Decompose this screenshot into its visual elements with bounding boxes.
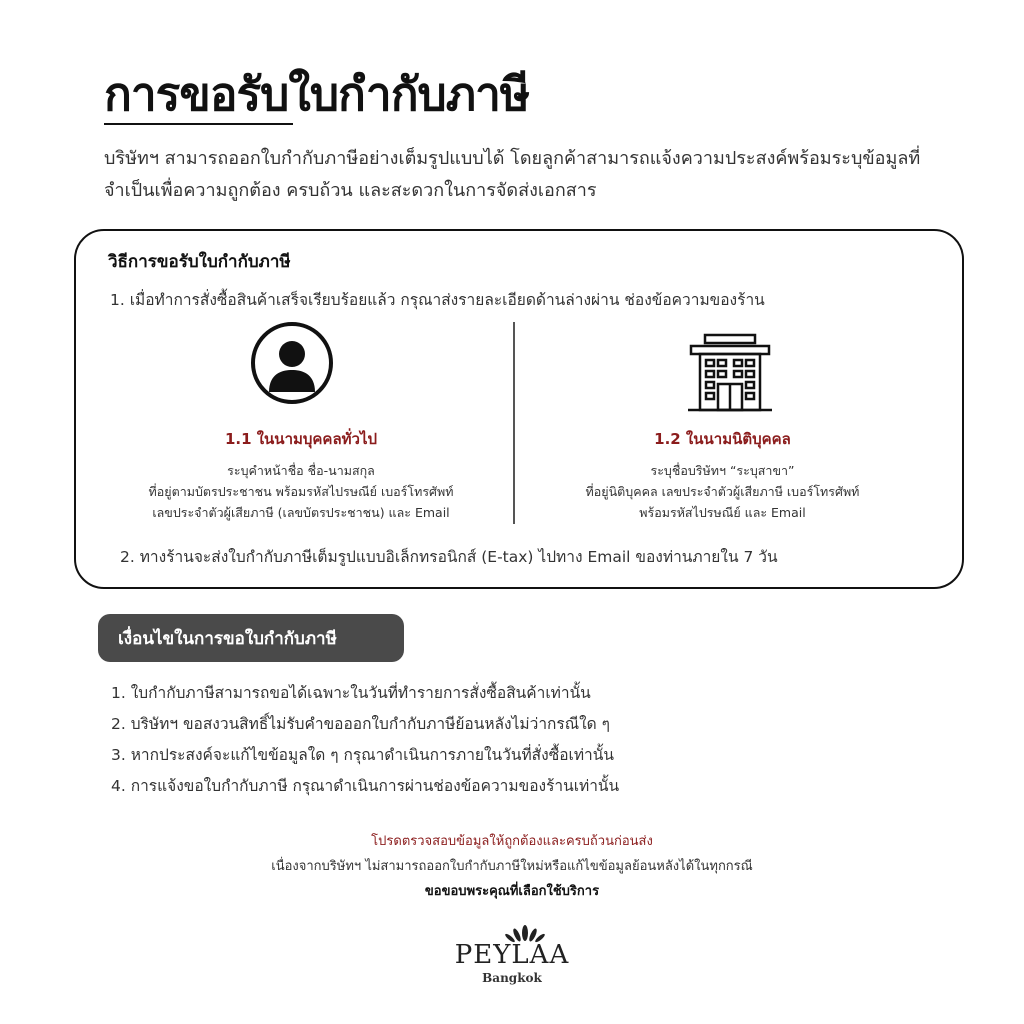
- method-box: [74, 229, 964, 589]
- conditions-list: [111, 678, 619, 802]
- list-item: 1. ใบกำกับภาษีสามารถขอได้เฉพาะในวันที่ทำรายการสั่งซื้อสินค้าเท่านั้น: [111, 684, 591, 702]
- individual-details: [110, 460, 492, 523]
- individual-line: ระบุคำหน้าชื่อ ชื่อ-นามสกุล: [227, 463, 375, 478]
- method-step-1: 1. เมื่อทำการสั่งซื้อสินค้าเสร็จเรียบร้อยแล้ว กรุณาส่งรายละเอียดด้านล่างผ่าน ช่องข้อความของร้าน: [110, 291, 765, 309]
- method-step-2: 2. ทางร้านจะส่งใบกำกับภาษีเต็มรูปแบบอิเล็กทรอนิกส์ (E-tax) ไปทาง Email ของท่านภายใน 7 วัน: [120, 548, 778, 566]
- building-icon: [688, 332, 772, 412]
- company-line: พร้อมรหัสไปรษณีย์ และ Email: [639, 505, 806, 520]
- column-divider: [513, 322, 515, 524]
- list-item: 4. การแจ้งขอใบกำกับภาษี กรุณาดำเนินการผ่านช่องข้อความของร้านเท่านั้น: [111, 777, 620, 795]
- notice-warning: โปรดตรวจสอบข้อมูลให้ถูกต้องและครบถ้วนก่อนส่ง: [371, 834, 653, 849]
- brand-location: Bangkok: [482, 971, 542, 985]
- title-underline: [104, 123, 293, 125]
- individual-heading: 1.1 ในนามบุคคลทั่วไป: [224, 430, 378, 448]
- notice-thanks: ขอขอบพระคุณที่เลือกใช้บริการ: [424, 884, 600, 899]
- individual-line: ที่อยู่ตามบัตรประชาชน พร้อมรหัสไปรษณีย์ เบอร์โทรศัพท์: [148, 484, 454, 499]
- company-line: ที่อยู่นิติบุคคล เลขประจำตัวผู้เสียภาษี เบอร์โทรศัพท์: [585, 484, 860, 499]
- conditions-title: เงื่อนไขในการขอใบกำกับภาษี: [98, 614, 404, 662]
- company-details: [535, 460, 910, 523]
- list-item: 3. หากประสงค์จะแก้ไขข้อมูลใด ๆ กรุณาดำเนินการภายในวันที่สั่งซื้อเท่านั้น: [111, 746, 614, 764]
- brand-name: PEYLAA: [454, 940, 570, 970]
- page-title: การขอรับใบกำกับภาษี: [104, 67, 530, 121]
- person-icon: [251, 322, 333, 404]
- company-heading: 1.2 ในนามนิติบุคคล: [654, 430, 791, 448]
- notice-reason: เนื่องจากบริษัทฯ ไม่สามารถออกใบกำกับภาษีใหม่หรือแก้ไขข้อมูลย้อนหลังได้ในทุกกรณี: [271, 859, 753, 874]
- intro-paragraph: บริษัทฯ สามารถออกใบกำกับภาษีอย่างเต็มรูปแบบได้ โดยลูกค้าสามารถแจ้งความประสงค์พร้อมระบุข้อมูลที่จำเป็นเพื่อความถูกต้อง ครบถ้วน และสะดวกในการจัดส่งเอกสาร: [104, 148, 921, 201]
- method-title: วิธีการขอรับใบกำกับภาษี: [108, 252, 291, 272]
- list-item: 2. บริษัทฯ ขอสงวนสิทธิ์ไม่รับคำขอออกใบกำกับภาษีย้อนหลังไม่ว่ากรณีใด ๆ: [111, 715, 610, 733]
- individual-line: เลขประจำตัวผู้เสียภาษี (เลขบัตรประชาชน) และ Email: [152, 505, 450, 520]
- company-line: ระบุชื่อบริษัทฯ “ระบุสาขา”: [650, 463, 795, 478]
